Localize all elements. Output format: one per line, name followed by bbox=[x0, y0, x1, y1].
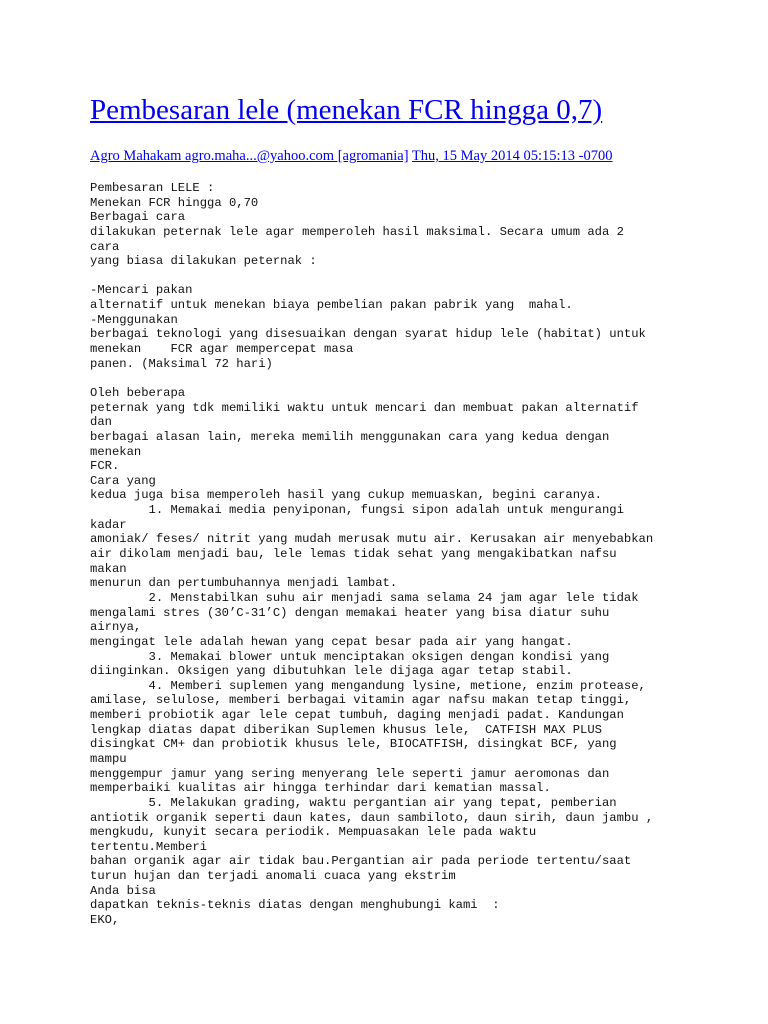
body-line: dan bbox=[90, 415, 112, 430]
body-line: amilase, selulose, memberi berbagai vitamin agar nafsu makan tetap tinggi, bbox=[90, 693, 632, 708]
body-line: panen. (Maksimal 72 hari) bbox=[90, 356, 273, 371]
body-line: amoniak/ feses/ nitrit yang mudah merusak mutu air. Kerusakan air menyebabkan bbox=[90, 532, 654, 547]
body-line: memberi probiotik agar lele cepat tumbuh, daging menjadi padat. Kandungan bbox=[90, 708, 624, 723]
body-line: berbagai alasan lain, mereka memilih menggunakan cara yang kedua dengan bbox=[90, 429, 610, 444]
body-line: menekan bbox=[90, 444, 142, 459]
body-line: -Mencari pakan bbox=[90, 283, 193, 298]
body-line: 3. Memakai blower untuk menciptakan oksigen dengan kondisi yang bbox=[90, 649, 610, 664]
body-line: mampu bbox=[90, 751, 127, 766]
body-line: 1. Memakai media penyiponan, fungsi sipon adalah untuk mengurangi bbox=[90, 503, 624, 518]
body-line: antiotik organik seperti daun kates, daun sambiloto, daun sirih, daun jambu , bbox=[90, 810, 654, 825]
page-title-link[interactable]: Pembesaran lele (menekan FCR hingga 0,7) bbox=[90, 94, 603, 126]
body-line: Menekan FCR hingga 0,70 bbox=[90, 195, 259, 210]
body-line: menggempur jamur yang sering menyerang lele seperti jamur aeromonas dan bbox=[90, 766, 610, 781]
body-line: cara bbox=[90, 239, 120, 254]
body-line: turun hujan dan terjadi anomali cuaca yang ekstrim bbox=[90, 869, 456, 884]
body-line: bahan organik agar air tidak bau.Pergantian air pada periode tertentu/saat bbox=[90, 854, 632, 869]
body-line: dapatkan teknis-teknis diatas dengan menghubungi kami : bbox=[90, 898, 500, 913]
body-line: tertentu.Memberi bbox=[90, 839, 208, 854]
author-link[interactable]: Agro Mahakam agro.maha...@yahoo.com [agromania] bbox=[90, 148, 409, 164]
body-line bbox=[90, 269, 653, 284]
body-line bbox=[90, 371, 653, 386]
body-line: menekan FCR agar mempercepat masa bbox=[90, 342, 354, 357]
body-line: diinginkan. Oksigen yang dibutuhkan lele dijaga agar tetap stabil. bbox=[90, 664, 573, 679]
body-line: alternatif untuk menekan biaya pembelian pakan pabrik yang mahal. bbox=[90, 298, 573, 313]
body-line: 5. Melakukan grading, waktu pergantian air yang tepat, pemberian bbox=[90, 795, 617, 810]
body-line: lengkap diatas dapat diberikan Suplemen khusus lele, CATFISH MAX PLUS bbox=[90, 722, 602, 737]
body-line: memperbaiki kualitas air hingga terhindar dari kematian massal. bbox=[90, 781, 551, 796]
body-line: berbagai teknologi yang disesuaikan dengan syarat hidup lele (habitat) untuk bbox=[90, 327, 646, 342]
body-line: air dikolam menjadi bau, lele lemas tidak sehat yang mengakibatkan nafsu bbox=[90, 547, 617, 562]
body-line: mengingat lele adalah hewan yang cepat besar pada air yang hangat. bbox=[90, 634, 573, 649]
date-link[interactable]: Thu, 15 May 2014 05:15:13 -0700 bbox=[411, 148, 613, 164]
body-line: Anda bisa bbox=[90, 883, 156, 898]
body-line: kedua juga bisa memperoleh hasil yang cukup memuaskan, begini caranya. bbox=[90, 488, 602, 503]
body-line: 4. Memberi suplemen yang mengandung lysine, metione, enzim protease, bbox=[90, 678, 646, 693]
body-line: Pembesaran LELE : bbox=[90, 181, 215, 195]
body-line: menurun dan pertumbuhannya menjadi lambat. bbox=[90, 576, 398, 591]
body-line: yang biasa dilakukan peternak : bbox=[90, 254, 317, 269]
body-line: disingkat CM+ dan probiotik khusus lele, BIOCATFISH, disingkat BCF, yang bbox=[90, 737, 617, 752]
body-line: Cara yang bbox=[90, 473, 156, 488]
body-line: Oleh beberapa bbox=[90, 385, 186, 400]
body-line: 2. Menstabilkan suhu air menjadi sama selama 24 jam agar lele tidak bbox=[90, 590, 639, 605]
body-line: makan bbox=[90, 561, 127, 576]
message-body bbox=[90, 181, 653, 928]
body-line: -Menggunakan bbox=[90, 312, 178, 327]
body-line: dilakukan peternak lele agar memperoleh hasil maksimal. Secara umum ada 2 bbox=[90, 224, 624, 239]
body-line: FCR. bbox=[90, 459, 120, 474]
body-line: peternak yang tdk memiliki waktu untuk mencari dan membuat pakan alternatif bbox=[90, 400, 639, 415]
post-meta bbox=[90, 147, 613, 165]
body-line: mengalami stres (30’C-31’C) dengan memakai heater yang bisa diatur suhu bbox=[90, 605, 610, 620]
body-line: kadar bbox=[90, 517, 127, 532]
body-line: mengkudu, kunyit secara periodik. Mempuasakan lele pada waktu bbox=[90, 825, 537, 840]
body-line: Berbagai cara bbox=[90, 210, 186, 225]
body-line: EKO, bbox=[90, 913, 120, 928]
body-line: airnya, bbox=[90, 620, 142, 635]
